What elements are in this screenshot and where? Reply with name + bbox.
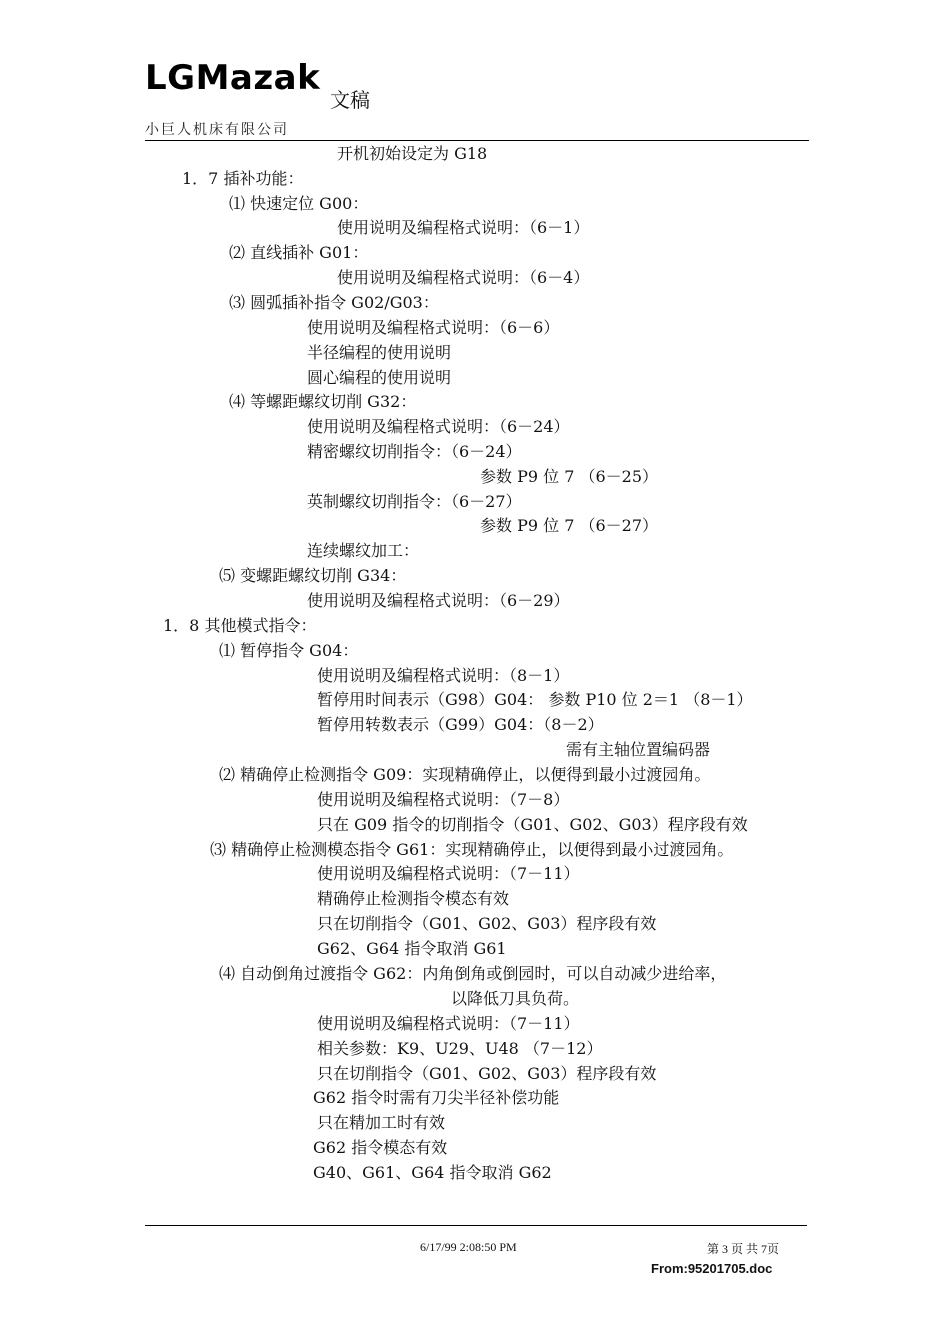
text-line: 使用说明及编程格式说明：（6－29）	[307, 591, 570, 610]
text-line: 使用说明及编程格式说明：（6－6）	[307, 318, 560, 337]
section-heading: 1．7 插补功能：	[182, 169, 304, 188]
text-line: 开机初始设定为 G18	[337, 144, 488, 163]
text-line: 使用说明及编程格式说明：（6－4）	[337, 268, 590, 287]
text-line: 暂停用转数表示（G99）G04：（8－2）	[317, 715, 604, 734]
text-line: 圆心编程的使用说明	[307, 368, 452, 387]
footer-date: 6/17/99 2:08:50 PM	[420, 1240, 517, 1254]
text-line: 需有主轴位置编码器	[566, 740, 711, 759]
item-heading: ⑷ 等螺距螺纹切削 G32：	[229, 392, 417, 411]
text-line: 英制螺纹切削指令：（6－27）	[307, 492, 522, 511]
text-line: 精密螺纹切削指令：（6－24）	[307, 442, 522, 461]
text-line: G62、G64 指令取消 G61	[317, 939, 507, 958]
text-line: 连续螺纹加工：	[307, 541, 420, 560]
item-heading: ⑴ 快速定位 G00：	[229, 194, 369, 213]
text-line: 使用说明及编程格式说明：（6－1）	[337, 218, 590, 237]
header-rule	[145, 140, 809, 141]
text-line: 精确停止检测指令模态有效	[317, 889, 510, 908]
text-line: 使用说明及编程格式说明：（7－11）	[317, 1014, 580, 1033]
text-line: G62 指令模态有效	[313, 1138, 448, 1157]
item-heading: ⑵ 直线插补 G01：	[229, 243, 369, 262]
text-line: 使用说明及编程格式说明：（6－24）	[307, 417, 570, 436]
item-heading: ⑷ 自动倒角过渡指令 G62：内角倒角或倒园时，可以自动减少进给率，	[219, 964, 727, 983]
text-line: 相关参数：K9、U29、U48 （7－12）	[317, 1039, 603, 1058]
footer-rule	[145, 1225, 807, 1226]
text-line: G40、G61、G64 指令取消 G62	[313, 1163, 552, 1182]
item-heading: ⑸ 变螺距螺纹切削 G34：	[219, 566, 407, 585]
text-line: 只在切削指令（G01、G02、G03）程序段有效	[317, 914, 657, 933]
logo-subtitle: 文稿	[330, 88, 370, 112]
text-line: 只在切削指令（G01、G02、G03）程序段有效	[317, 1064, 657, 1083]
item-heading: ⑵ 精确停止检测指令 G09：实现精确停止，以便得到最小过渡园角。	[219, 765, 711, 784]
text-line: 使用说明及编程格式说明：（7－8）	[317, 790, 570, 809]
item-heading: ⑶ 圆弧插补指令 G02/G03：	[229, 293, 439, 312]
text-line: 只在 G09 指令的切削指令（G01、G02、G03）程序段有效	[317, 815, 748, 834]
text-line: 参数 P9 位 7 （6－27）	[480, 516, 659, 535]
item-heading: ⑶ 精确停止检测模态指令 G61：实现精确停止，以便得到最小过渡园角。	[210, 840, 734, 859]
text-line: 半径编程的使用说明	[307, 343, 452, 362]
item-heading: ⑴ 暂停指令 G04：	[219, 641, 359, 660]
footer-filename: From:95201705.doc	[651, 1261, 773, 1276]
footer-page-number: 第 3 页 共 7页	[707, 1242, 780, 1256]
text-line: 只在精加工时有效	[317, 1113, 446, 1132]
text-line: 使用说明及编程格式说明：（8－1）	[317, 666, 570, 685]
section-heading: 1．8 其他模式指令：	[163, 616, 317, 635]
company-name: 小巨人机床有限公司	[145, 122, 289, 138]
text-line: 参数 P9 位 7 （6－25）	[480, 467, 659, 486]
text-line: 以降低刀具负荷。	[451, 989, 580, 1008]
logo: LGMazak	[145, 58, 321, 98]
text-line: 使用说明及编程格式说明：（7－11）	[317, 864, 580, 883]
text-line: G62 指令时需有刀尖半径补偿功能	[313, 1088, 560, 1107]
text-line: 暂停用时间表示（G98）G04： 参数 P10 位 2＝1 （8－1）	[317, 690, 753, 709]
